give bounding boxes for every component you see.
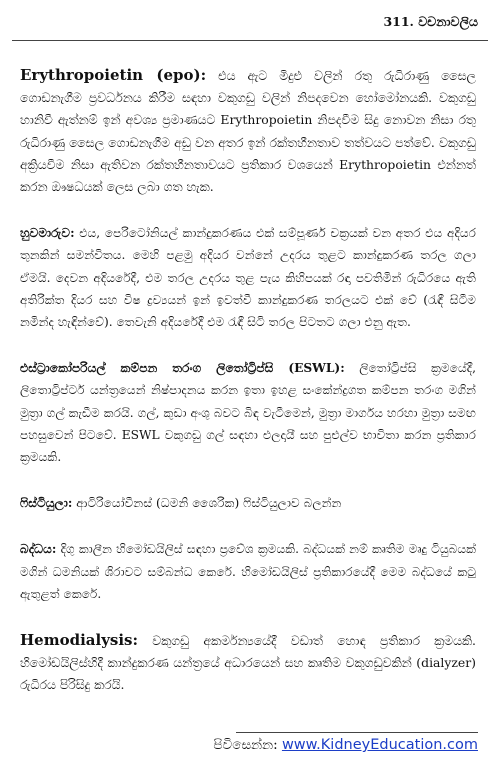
entry-definition: එය ඇට මිදුළු වලින් රතු රුධිරාණු සෛල ගොඩනැගීම ප්‍රවර්ධනය කිරීම සඳහා වකුගඩු වලින් නිපදවෙන හෝමෝනයකි. වකුගඩු හානිවී ඇත්නම් ඉන් අවශ්‍ය ප්‍රමාණයට Erythropoietin නිපදවීම සිදු නොවන නිසා රතු රුධිරාණු සෛල ගොඩනැගීම අඩු වන අතර ඉන් රක්තහීනතාව තත්වයට පත්වේ. වකුගඩු අක්‍රියවීම නිසා ඇතිවන රක්තහීනතාවයට ප්‍රතිකාර වශයෙන් Erythropoietin එන්නත් කරන ඖෂධයක් ලෙස ලබා ගත හැක.	[20, 68, 476, 195]
page-header-title: 311. වචනාවලිය	[383, 14, 478, 29]
header-divider	[12, 40, 488, 41]
glossary-entry-fistula	[20, 492, 476, 514]
glossary-entry-graft	[20, 538, 476, 605]
entry-term: Hemodialysis:	[20, 631, 139, 650]
entry-definition: ලිතෝට්‍රිප්සි ක්‍රමයේදී, ලිතොට්‍රිප්ටර් යන්ත්‍රයෙන් නිෂ්පාදනය කරන ඉතා ඉහළ සංකේන්ද්‍රගත කම්පන තරංග මගින් මුත්‍රා ගල් කැඩීම කරයි. ගල්, කුඩා අංශු බවට බිඳ වැටීමෙන්, මුත්‍රා මාර්ගය හරහා මුත්‍රා සමඟ පහසුවෙන් පිටවේ. ESWL වකුගඩු ගල් සඳහා එලදායී සහ පුළුල්ව භාවිතා කරන ප්‍රතිකාර ක්‍රමයකි.	[20, 361, 476, 465]
entry-term: ෆිස්ටියුලා:	[20, 496, 73, 511]
footer-divider	[236, 732, 478, 733]
glossary-entry-erythropoietin	[20, 64, 476, 198]
footer	[213, 737, 478, 753]
kidney-education-link[interactable]: www.KidneyEducation.com	[281, 737, 478, 753]
glossary-entry-eswl	[20, 357, 476, 468]
entry-definition: වකුගඩු අකර්මන්‍යයේදී වඩාත් හොඳ ප්‍රතිකාර ක්‍රමයකි. හිමෝඩයිලිස්හිදී කාන්දුකරණ යන්ත්‍රයේ අධාරයෙන් සහ කෘතිම වකුගඩුවකින් (dialyzer) රුධිරය පිරිසිදු කරයි.	[20, 633, 476, 693]
entry-term: Erythropoietin (epo):	[20, 66, 207, 84]
glossary-entry-exchange	[20, 222, 476, 333]
entry-term: බද්ධය:	[20, 542, 57, 557]
entry-definition: දිගු කාලීන හිමෝඩයිලිස් සඳහා ප්‍රවේශ ක්‍රමයකි. බද්ධයක් නම් කෘතිම මෘදු ටියුබයක් මගින් ධමනියක් ශිරාවට සම්බන්ධ කෙරේ. හිමෝඩයිලිස් ප්‍රතිකාරයේදී මෙම බද්ධයේ කටු ඇතුළත් කෙරේ.	[20, 542, 476, 601]
glossary-content	[20, 64, 476, 697]
entry-definition: ආටිරියෝවීනස් (ධමනි ශෛරික) ෆිස්ටියුලාව බලන්න	[72, 496, 342, 511]
entry-term: හුවමාරුව:	[20, 226, 75, 241]
entry-definition: එය, පෙරිටෝනියල් කාන්දුකරණය එක් සම්පූර්ණ චක්‍රයක් වන අතර එය අදියර තුනකින් සමන්විතය. මෙහි පළමු අදියර වන්නේ උදරය තුළට කාන්දුකරණ තරල ගලා ඒමයි. දෙවන අදියරේදී, එම තරල උදරය තුළ පැය කිහිපයක් රඳා පවතිමින් රුධිරයෙ ඇති අතිරික්ත දියර සහ විෂ ද්‍රව්‍යයන් ඉන් ඉවත්වී කාන්දුකරණ තරලයට එක් වේ (රැඳී සිටීම නමින්ද හැඳින්වේ). තෙවැනි අදියරේදී එම රැඳී සිටි තරල පිටතට ගලා එනු ඇත.	[20, 226, 476, 330]
footer-visit-label: පිවිසෙන්න:	[213, 737, 278, 753]
glossary-entry-hemodialysis	[20, 629, 476, 697]
entry-term: එස්ට්‍රාකෝපරියල් කම්පන තරංග ලිතෝට්‍රිප්සි (ESWL):	[20, 361, 345, 376]
